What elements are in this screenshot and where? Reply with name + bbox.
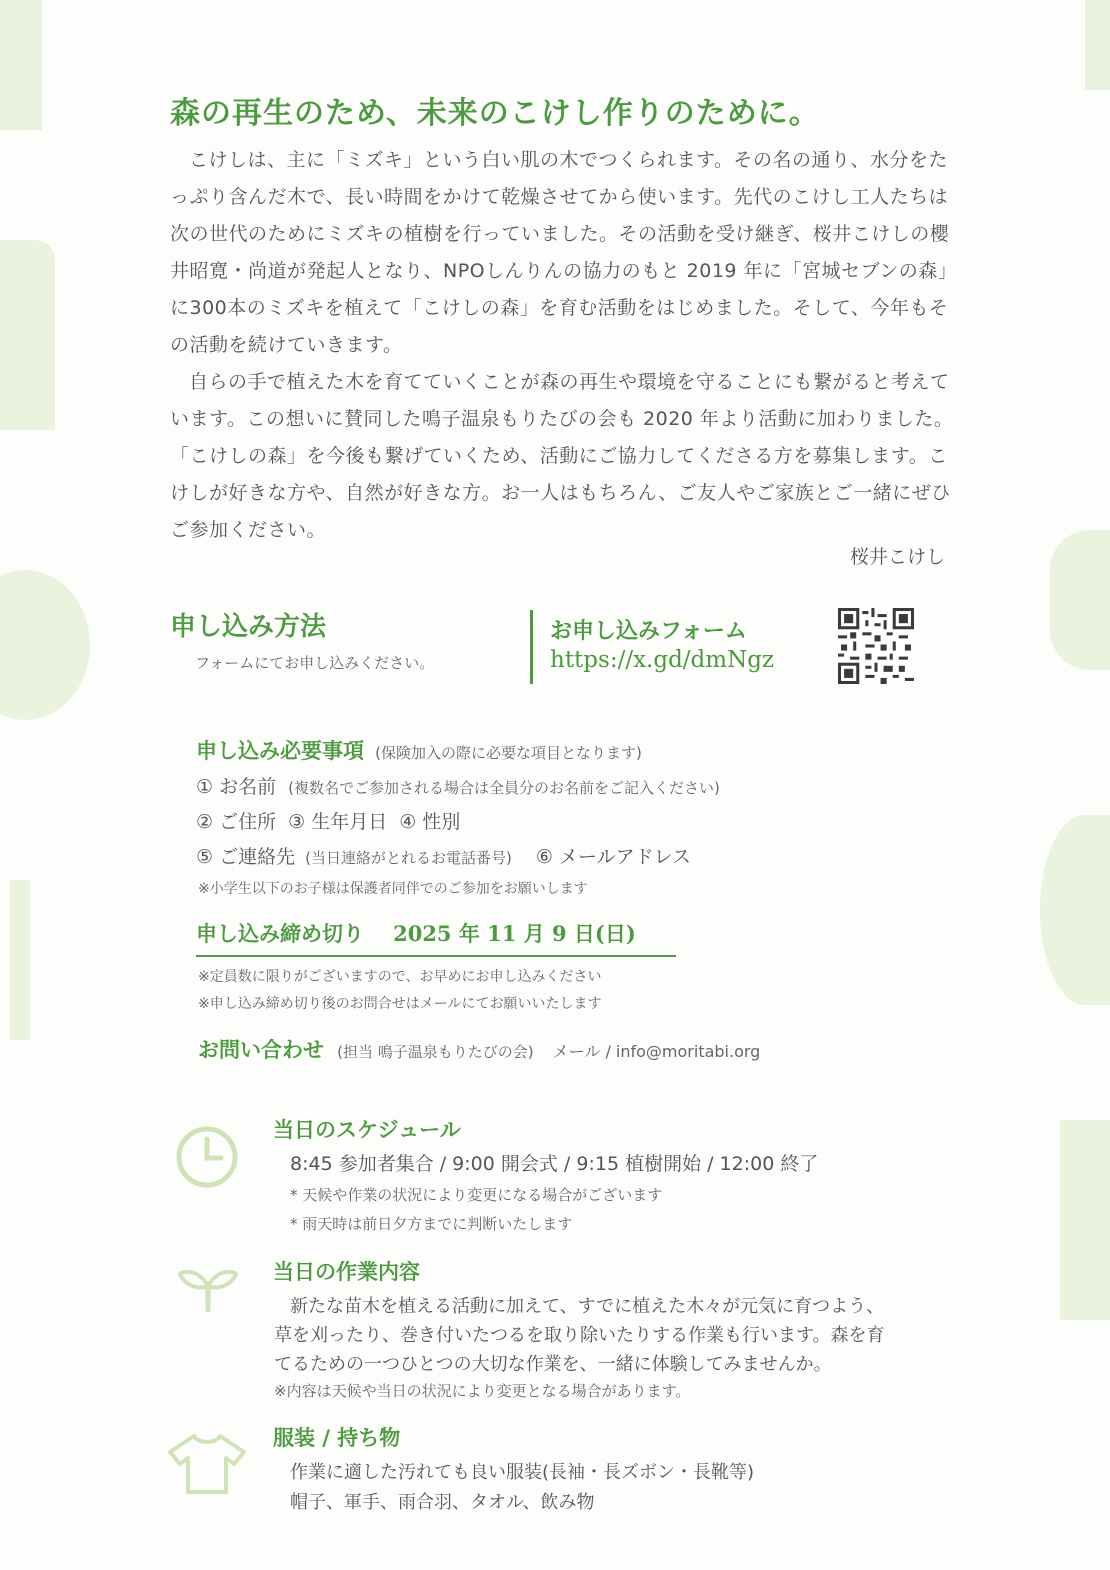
work-text-line-3: てるための一つひとつの大切な作業を、一緒に体験してみませんか。 (274, 1354, 832, 1375)
requirements-heading: 申し込み必要事項 (196, 739, 364, 763)
requirements-header (196, 735, 642, 765)
schedule-note-2: * 雨天時は前日夕方までに判断いたします (290, 1215, 573, 1233)
leaf-decoration-right (1050, 530, 1110, 670)
deadline-note-1: ※定員数に限りがございますので、お早めにお申し込みください (198, 969, 602, 985)
work-heading: 当日の作業内容 (273, 1260, 420, 1284)
divider-line (530, 610, 533, 684)
deadline-note-2: ※申し込み締め切り後のお問合せはメールにてお願いいたします (198, 996, 602, 1012)
intro-text (170, 142, 960, 549)
contact-note: (担当 鳴子温泉もりたびの会) (337, 1043, 534, 1061)
signature: 桜井こけし (849, 546, 945, 568)
page-title: 森の再生のため、未来のこけし作りのために。 (170, 96, 820, 131)
tree-crown-decoration-left (0, 570, 90, 720)
shirt-icon (166, 1432, 248, 1496)
clothing-line-2: 帽子、軍手、雨合羽、タオル、飲み物 (290, 1492, 595, 1513)
tree-trunk-decoration-right-top (1085, 0, 1110, 90)
tree-crown-decoration-right (1040, 815, 1110, 1005)
tree-trunk-decoration-left (0, 240, 55, 430)
requirements-heading-note: (保険加入の際に必要な項目となります) (375, 744, 642, 762)
deadline-date: 2025 年 11 月 9 日(日) (393, 921, 636, 946)
apply-subtext: フォームにてお申し込みください。 (195, 654, 435, 672)
tree-trunk-decoration-right (1060, 1120, 1110, 1320)
form-url-link[interactable]: https://x.gd/dmNgz (550, 647, 775, 673)
schedule-heading: 当日のスケジュール (273, 1118, 461, 1142)
schedule-note-1: * 天候や作業の状況により変更になる場合がございます (290, 1186, 663, 1204)
contact-email[interactable]: メール / info@moritabi.org (552, 1042, 761, 1061)
requirements-note: ※小学生以下のお子様は保護者同伴でのご参加をお願いします (198, 881, 588, 897)
deadline-underline (196, 955, 676, 957)
work-note: ※内容は天候や当日の状況により変更となる場合があります。 (274, 1382, 691, 1400)
sprout-icon (177, 1262, 239, 1312)
clothing-heading: 服装 / 持ち物 (273, 1426, 401, 1450)
schedule-times: 8:45 参加者集合 / 9:00 開会式 / 9:15 植樹開始 / 12:00 終了 (290, 1153, 819, 1175)
deadline-header (196, 918, 636, 948)
clothing-line-1: 作業に適した汚れても良い服装(長袖・長ズボン・長靴等) (290, 1462, 755, 1483)
qr-code[interactable] (838, 608, 914, 684)
requirement-contact: ⑤ ご連絡先 (当日連絡がとれるお電話番号) ⑥ メールアドレス (196, 846, 692, 868)
work-text-line-1: 新たな苗木を植える活動に加えて、すでに植えた木々が元気に育つよう、 (290, 1296, 885, 1317)
requirement-address-birth-gender: ② ご住所 ③ 生年月日 ④ 性別 (196, 811, 461, 833)
tree-trunk-decoration-left-top (0, 0, 42, 130)
contact-section (198, 1034, 760, 1064)
intro-paragraph-1: こけしは、主に「ミズキ」という白い肌の木でつくられます。その名の通り、水分をたっぷり含んだ木で、長い時間をかけて乾燥させてから使います。先代のこけし工人たちは次の世代のためにミズキの植樹を行っていました。その活動を受け継ぎ、桜井こけしの櫻井昭寛・尚道が発起人となり、NPOしんりんの協力のもと 2019 年に「宮城セブンの森」に300本のミズキを植えて「こけしの森」を育む活動をはじめました。そして、今年もその活動を続けていきます。 (170, 149, 958, 356)
contact-heading: お問い合わせ (198, 1038, 324, 1062)
form-label: お申し込みフォーム (550, 619, 747, 644)
requirement-name: ① お名前 (複数名でご参加される場合は全員分のお名前をご記入ください) (196, 776, 720, 798)
work-text-line-2: 草を刈ったり、巻き付いたつるを取り除いたりする作業も行います。森を育 (274, 1325, 885, 1346)
deadline-heading: 申し込み締め切り (196, 922, 364, 946)
clock-icon (175, 1125, 239, 1189)
intro-paragraph-2: 自らの手で植えた木を育てていくことが森の再生や環境を守ることにも繋がると考えています。この想いに賛同した鳴子温泉もりたびの会も 2020 年より活動に加わりました。「こけしの森」を今後も繋げていくため、活動にご協力してくださる方を募集します。こけしが好きな方や、自然が好きな方。お一人はもちろん、ご友人やご家族とご一緒にぜひご参加ください。 (170, 371, 954, 541)
leaf-decoration-left (10, 880, 30, 1040)
apply-heading: 申し込み方法 (170, 612, 327, 642)
